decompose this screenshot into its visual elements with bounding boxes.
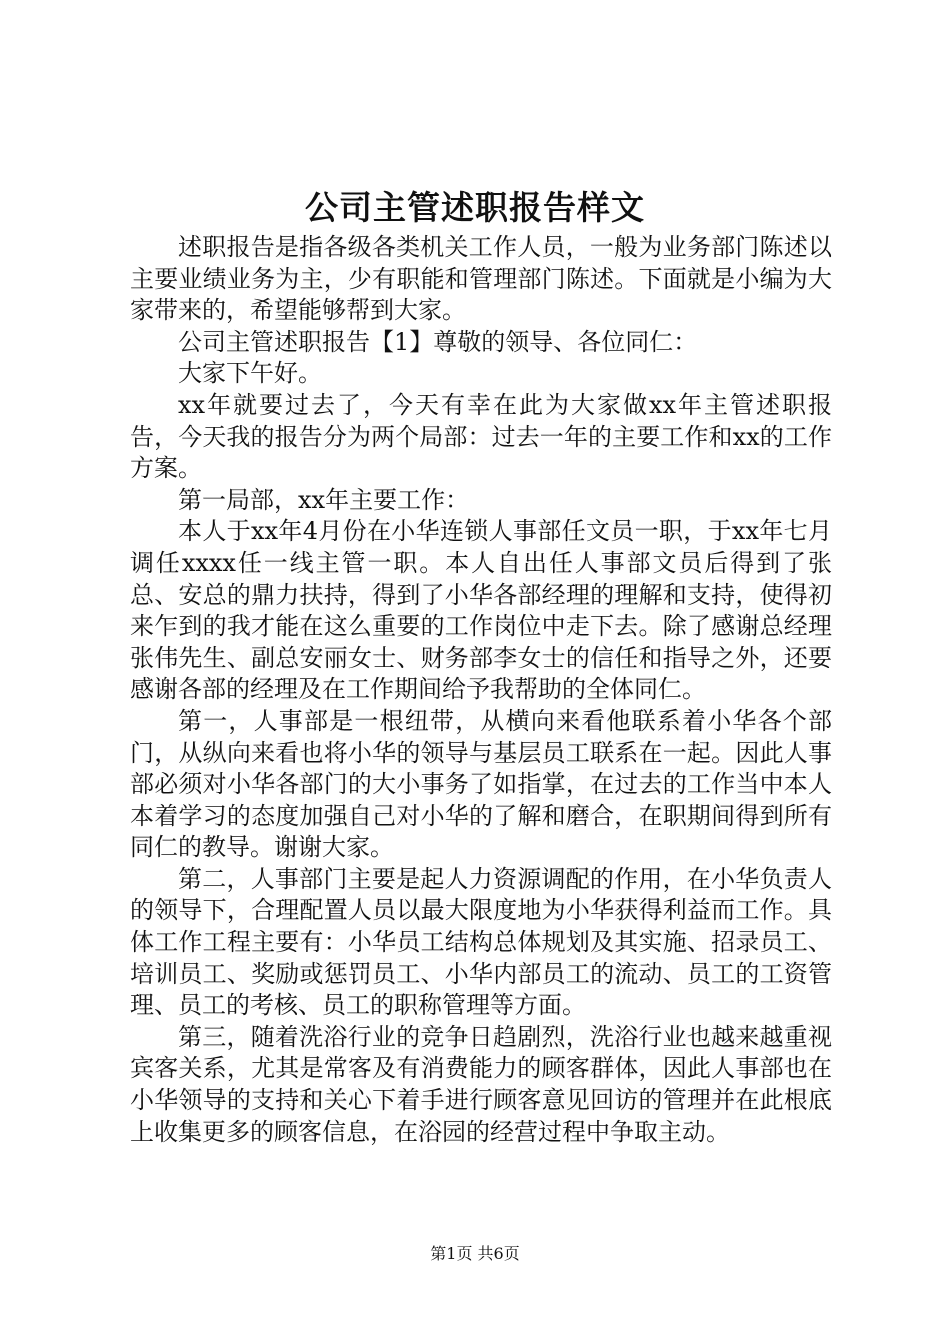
document-body xyxy=(130,232,832,1148)
paragraph-greeting: 大家下午好。 xyxy=(178,359,322,388)
paragraph-point-one: 第一，人事部是一根纽带，从横向来看他联系着小华各个部门，从纵向来看也将小华的领导与基层员工联系在一起。因此人事部必须对小华各部门的大小事务了如指掌，在过去的工作当中本人本着学习的态度加强自己对小华的了解和磨合，在职期间得到所有同仁的教导。谢谢大家。 xyxy=(130,706,832,862)
page-number-footer: 第1页 共6页 xyxy=(430,1244,520,1263)
document-title: 公司主管述职报告样文 xyxy=(305,188,645,227)
paragraph-background: 本人于xx年4月份在小华连锁人事部任文员一职，于xx年七月调任xxxx任一线主管一职。本人自出任人事部文员后得到了张总、安总的鼎力扶持，得到了小华各部经理的理解和支持，使得初来乍到的我才能在这么重要的工作岗位中走下去。除了感谢总经理张伟先生、副总安丽女士、财务部李女士的信任和指导之外，还要感谢各部的经理及在工作期间给予我帮助的全体同仁。 xyxy=(130,517,832,704)
paragraph-point-three: 第三，随着洗浴行业的竞争日趋剧烈，洗浴行业也越来越重视宾客关系，尤其是常客及有消费能力的顾客群体，因此人事部也在小华领导的支持和关心下着手进行顾客意见回访的管理并在此根底上收集更多的顾客信息，在浴园的经营过程中争取主动。 xyxy=(130,1022,832,1146)
paragraph-intro: 述职报告是指各级各类机关工作人员，一般为业务部门陈述以主要业绩业务为主，少有职能和管理部门陈述。下面就是小编为大家带来的，希望能够帮到大家。 xyxy=(130,233,832,325)
paragraph-overview: xx年就要过去了，今天有幸在此为大家做xx年主管述职报告，今天我的报告分为两个局部：过去一年的主要工作和xx的工作方案。 xyxy=(130,390,832,483)
paragraph-point-two: 第二，人事部门主要是起人力资源调配的作用，在小华负责人的领导下，合理配置人员以最大限度地为小华获得利益而工作。具体工作工程主要有：小华员工结构总体规划及其实施、招录员工、培训员工、奖励或惩罚员工、小华内部员工的流动、员工的工资管理、员工的考核、员工的职称管理等方面。 xyxy=(130,864,832,1020)
paragraph-section-heading: 第一局部，xx年主要工作： xyxy=(178,485,470,514)
paragraph-salutation: 公司主管述职报告【1】尊敬的领导、各位同仁： xyxy=(178,327,698,356)
